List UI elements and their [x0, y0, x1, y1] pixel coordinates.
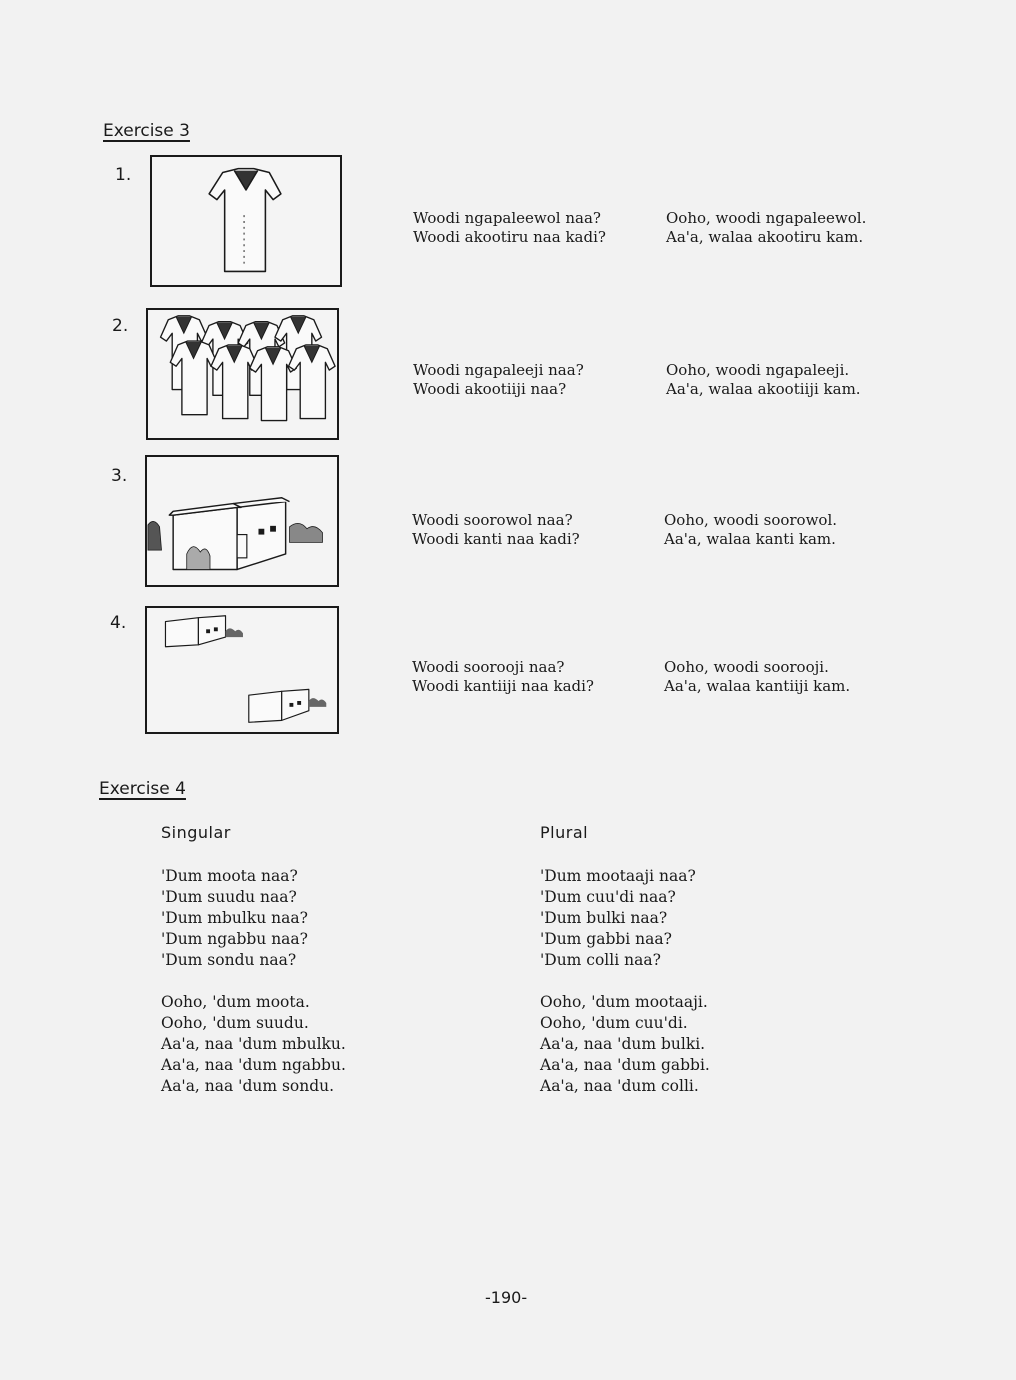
- exercise-4-heading: Exercise 4: [99, 779, 186, 799]
- robe-icon: [152, 157, 340, 285]
- item-3-questions: [412, 511, 580, 549]
- plural-answers: [540, 992, 710, 1097]
- answer: Ooho, woodi soorooji.: [664, 658, 829, 676]
- item-4-answers: [664, 658, 850, 696]
- question: Woodi ngapaleeji naa?: [413, 361, 584, 379]
- answer: Aa'a, walaa kanti kam.: [664, 530, 836, 548]
- item-1-questions: [413, 209, 606, 247]
- page-number: -190-: [485, 1288, 528, 1307]
- question: Woodi akootiiji naa?: [413, 380, 567, 398]
- list-item: Ooho, 'dum suudu.: [161, 1014, 309, 1032]
- exercise-3-heading: Exercise 3: [103, 121, 190, 141]
- plural-column-heading: Plural: [540, 823, 589, 842]
- singular-questions: [161, 866, 308, 971]
- list-item: Aa'a, naa 'dum sondu.: [161, 1077, 335, 1095]
- question: Woodi kanti naa kadi?: [412, 530, 580, 548]
- list-item: 'Dum suudu naa?: [161, 888, 297, 906]
- item-3-answers: [664, 511, 837, 549]
- list-item: 'Dum mbulku naa?: [161, 909, 308, 927]
- list-item: Aa'a, naa 'dum colli.: [540, 1077, 699, 1095]
- item-2-questions: [413, 361, 584, 399]
- plural-questions: [540, 866, 696, 971]
- question: Woodi soorowol naa?: [412, 511, 573, 529]
- list-item: Aa'a, naa 'dum bulki.: [540, 1035, 706, 1053]
- item-1-number: 1.: [115, 165, 132, 185]
- house-icon: [147, 457, 337, 585]
- list-item: 'Dum sondu naa?: [161, 951, 297, 969]
- item-1-picture: [150, 155, 342, 287]
- list-item: 'Dum colli naa?: [540, 951, 661, 969]
- list-item: 'Dum mootaaji naa?: [540, 867, 696, 885]
- answer: Ooho, woodi ngapaleeji.: [666, 361, 850, 379]
- list-item: Aa'a, naa 'dum ngabbu.: [161, 1056, 346, 1074]
- list-item: Aa'a, naa 'dum gabbi.: [540, 1056, 710, 1074]
- list-item: Aa'a, naa 'dum mbulku.: [161, 1035, 346, 1053]
- list-item: 'Dum bulki naa?: [540, 909, 668, 927]
- question: Woodi kantiiji naa kadi?: [412, 677, 594, 695]
- item-3-number: 3.: [111, 466, 128, 486]
- answer: Ooho, woodi ngapaleewol.: [666, 209, 867, 227]
- item-2-answers: [666, 361, 861, 399]
- item-1-answers: [666, 209, 866, 247]
- item-2-picture: [146, 308, 339, 440]
- item-4-number: 4.: [110, 613, 127, 633]
- question: Woodi akootiru naa kadi?: [413, 228, 606, 246]
- answer: Ooho, woodi soorowol.: [664, 511, 838, 529]
- list-item: Ooho, 'dum mootaaji.: [540, 993, 708, 1011]
- question: Woodi ngapaleewol naa?: [413, 209, 601, 227]
- item-3-picture: [145, 455, 339, 587]
- list-item: Ooho, 'dum moota.: [161, 993, 310, 1011]
- list-item: 'Dum cuu'di naa?: [540, 888, 676, 906]
- list-item: Ooho, 'dum cuu'di.: [540, 1014, 688, 1032]
- item-2-number: 2.: [112, 316, 129, 336]
- list-item: 'Dum moota naa?: [161, 867, 298, 885]
- item-4-picture: [145, 606, 339, 734]
- answer: Aa'a, walaa akootiiji kam.: [666, 380, 861, 398]
- answer: Aa'a, walaa kantiiji kam.: [664, 677, 851, 695]
- question: Woodi soorooji naa?: [412, 658, 565, 676]
- answer: Aa'a, walaa akootiru kam.: [666, 228, 864, 246]
- list-item: 'Dum ngabbu naa?: [161, 930, 308, 948]
- singular-answers: [161, 992, 346, 1097]
- list-item: 'Dum gabbi naa?: [540, 930, 672, 948]
- robes-group-icon: [148, 310, 337, 438]
- singular-column-heading: Singular: [161, 823, 231, 842]
- item-4-questions: [412, 658, 594, 696]
- houses-icon: [147, 608, 337, 732]
